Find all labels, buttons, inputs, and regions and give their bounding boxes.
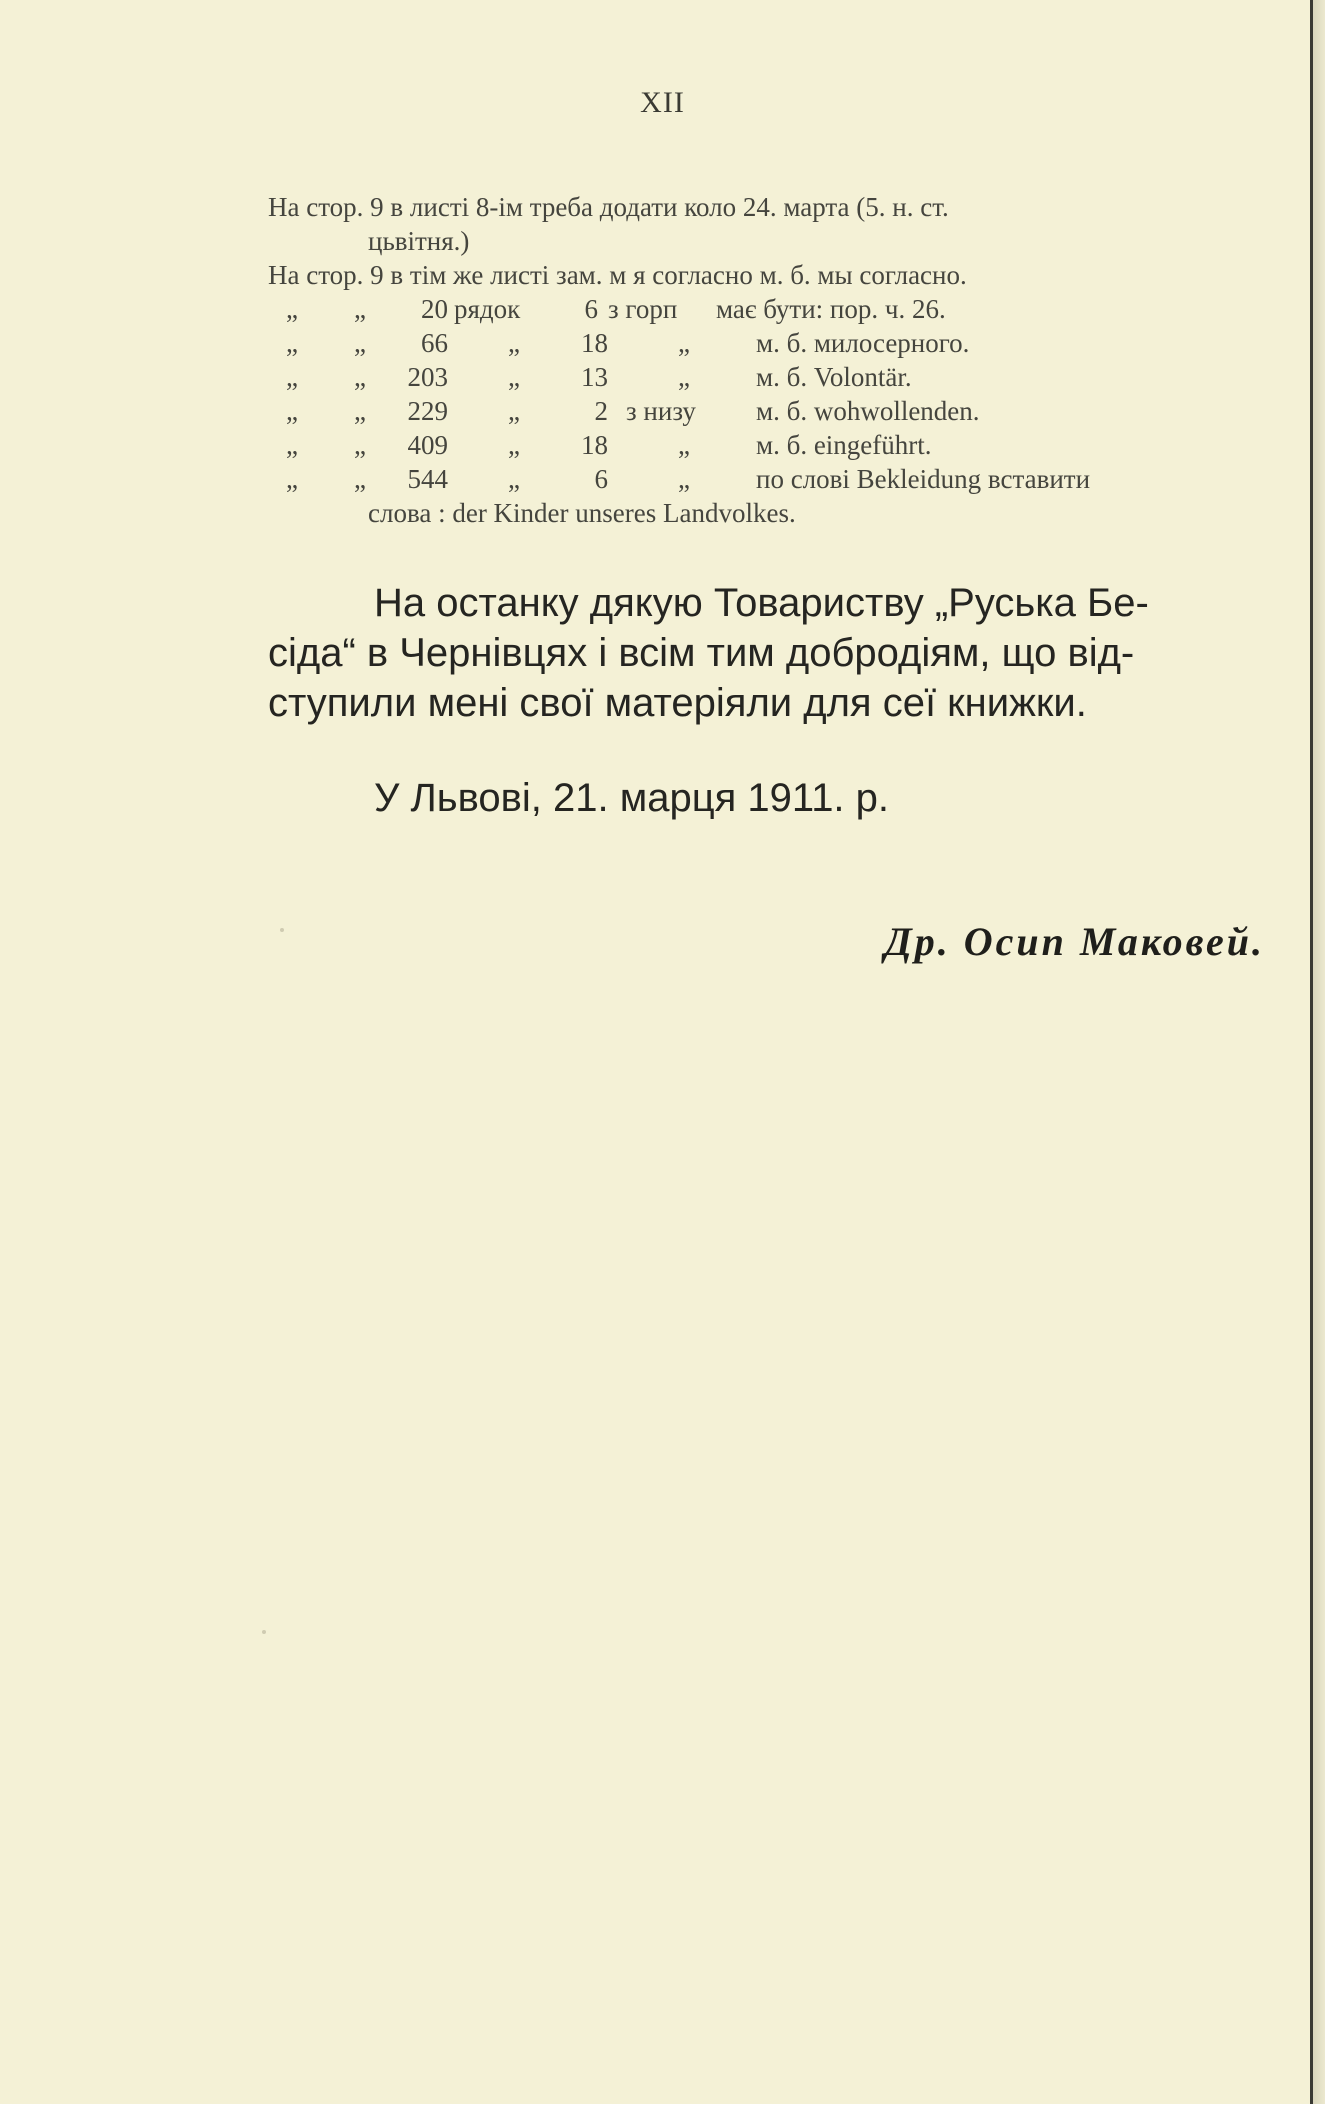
errata-row-number: 13 <box>581 362 608 392</box>
errata-line <box>268 258 1308 292</box>
errata-text: слова : der Kinder unseres Landvolkes. <box>368 498 796 528</box>
errata-correction: м. б. Volontär. <box>756 362 912 392</box>
errata-page: 544 <box>407 464 448 494</box>
errata-page: 409 <box>407 430 448 460</box>
errata-text: цьвітня.) <box>368 226 470 256</box>
page-number: XII <box>640 86 685 119</box>
ditto-mark: „ <box>286 430 298 460</box>
errata-correction: має бути: пор. ч. 26. <box>716 294 946 324</box>
errata-row <box>268 292 1308 326</box>
ditto-mark: „ <box>508 464 520 494</box>
ditto-mark: „ <box>354 430 366 460</box>
errata-row <box>268 326 1308 360</box>
errata-row <box>268 428 1308 462</box>
ditto-mark: „ <box>286 328 298 358</box>
errata-row-number: 2 <box>594 396 608 426</box>
errata-list <box>268 190 1308 530</box>
errata-page: 20 <box>421 294 448 324</box>
errata-row-number: 6 <box>584 294 598 324</box>
ditto-mark: „ <box>286 362 298 392</box>
errata-correction: м. б. wohwollenden. <box>756 396 980 426</box>
ditto-mark: „ <box>354 328 366 358</box>
ditto-mark: „ <box>286 294 298 324</box>
errata-row <box>268 462 1308 496</box>
errata-page: 203 <box>407 362 448 392</box>
errata-row-number: 6 <box>594 464 608 494</box>
ditto-mark: „ <box>678 362 690 392</box>
errata-row-word: рядок <box>454 294 521 324</box>
paragraph-line: сіда“ в Чернівцях і всім тим добродіям, що від- <box>268 631 1135 675</box>
errata-row-number: 18 <box>581 328 608 358</box>
paragraph-line: На останку дякую Товариству „Руська Бе- <box>374 581 1149 625</box>
ditto-mark: „ <box>354 464 366 494</box>
errata-direction: з низу <box>626 396 696 426</box>
ditto-mark: „ <box>678 464 690 494</box>
ditto-mark: „ <box>508 430 520 460</box>
ditto-mark: „ <box>678 328 690 358</box>
place-date: У Львові, 21. марця 1911. р. <box>374 776 890 820</box>
paper-speck <box>262 1630 266 1634</box>
ditto-mark: „ <box>286 396 298 426</box>
ditto-mark: „ <box>508 362 520 392</box>
errata-page: 229 <box>407 396 448 426</box>
errata-text: На стор. 9 в тім же листі зам. м я согласно м. б. мы согласно. <box>268 260 967 290</box>
author-signature: Др. Осип Маковей. <box>884 919 1265 964</box>
errata-line <box>268 496 1308 530</box>
errata-row-number: 18 <box>581 430 608 460</box>
ditto-mark: „ <box>354 396 366 426</box>
paper-speck <box>280 928 284 932</box>
errata-row <box>268 394 1308 428</box>
ditto-mark: „ <box>286 464 298 494</box>
errata-text: На стор. 9 в листі 8-ім треба додати коло 24. марта (5. н. ст. <box>268 192 949 222</box>
errata-direction: з горп <box>608 294 678 324</box>
errata-correction: м. б. милосерного. <box>756 328 970 358</box>
acknowledgement-paragraph <box>268 578 1284 728</box>
ditto-mark: „ <box>354 294 366 324</box>
errata-page: 66 <box>421 328 448 358</box>
errata-correction: по слові Bekleidung вставити <box>756 464 1091 494</box>
errata-correction: м. б. eingeführt. <box>756 430 932 460</box>
ditto-mark: „ <box>678 430 690 460</box>
errata-line <box>268 224 1308 258</box>
ditto-mark: „ <box>508 396 520 426</box>
ditto-mark: „ <box>508 328 520 358</box>
errata-row <box>268 360 1308 394</box>
ditto-mark: „ <box>354 362 366 392</box>
errata-line <box>268 190 1308 224</box>
page-edge-shadow <box>1313 0 1325 2104</box>
paragraph-line: ступили мені свої матеріяли для сеї книжки. <box>268 681 1087 725</box>
page-edge <box>1310 0 1313 2104</box>
